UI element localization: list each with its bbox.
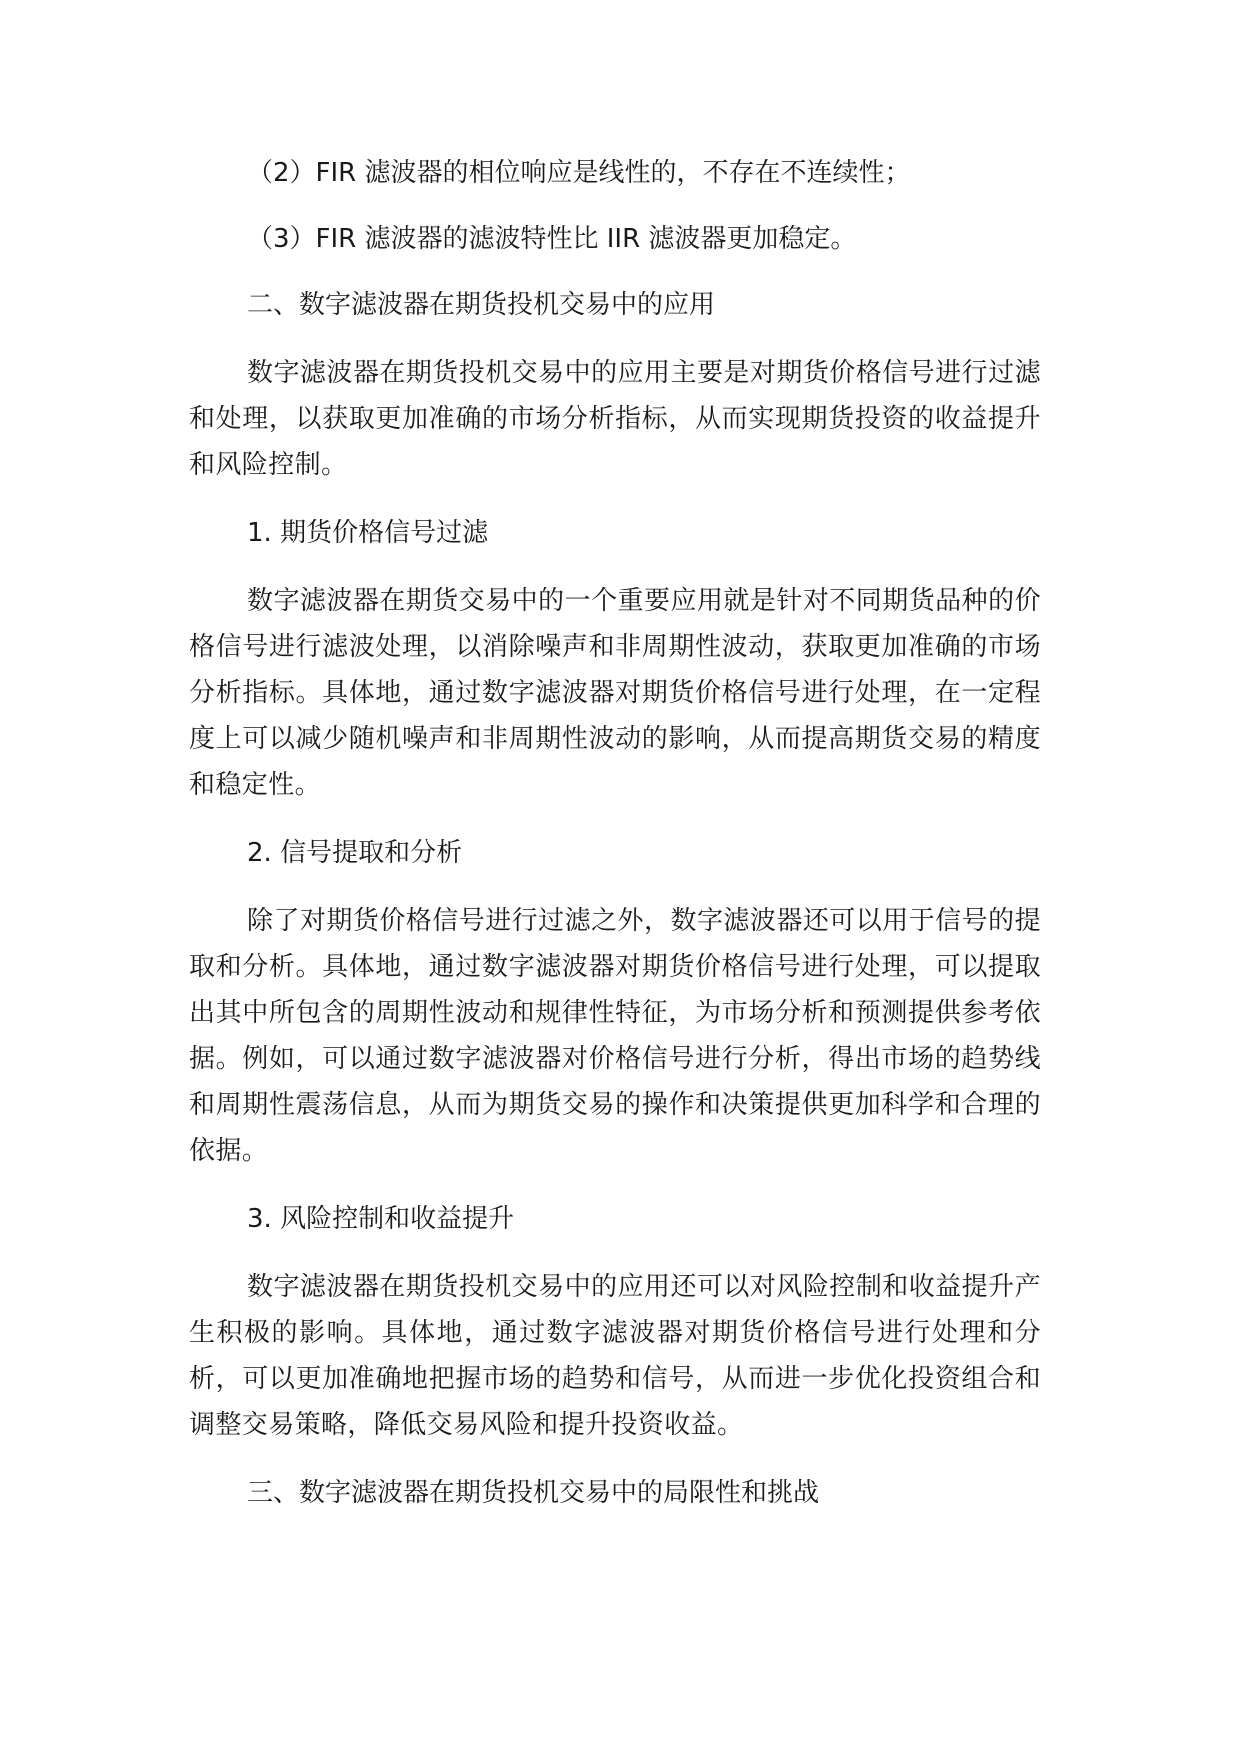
paragraph: 数字滤波器在期货投机交易中的应用主要是对期货价格信号进行过滤和处理，以获取更加准确的市场分析指标，从而实现期货投资的收益提升和风险控制。 [189, 358, 1041, 480]
document-body [189, 150, 1041, 1516]
paragraph: 除了对期货价格信号进行过滤之外，数字滤波器还可以用于信号的提取和分析。具体地，通过数字滤波器对期货价格信号进行处理，可以提取出其中所包含的周期性波动和规律性特征，为市场分析和预测提供参考依据。例如，可以通过数字滤波器对价格信号进行分析，得出市场的趋势线和周期性震荡信息，从而为期货交易的操作和决策提供更加科学和合理的依据。 [189, 906, 1041, 1166]
paragraph: 数字滤波器在期货投机交易中的应用还可以对风险控制和收益提升产生积极的影响。具体地，通过数字滤波器对期货价格信号进行处理和分析，可以更加准确地把握市场的趋势和信号，从而进一步优化投资组合和调整交易策略，降低交易风险和提升投资收益。 [189, 1272, 1041, 1440]
section-heading: 二、数字滤波器在期货投机交易中的应用 [247, 290, 716, 320]
subsection-heading: 2. 信号提取和分析 [247, 838, 463, 868]
list-item: （3）FIR 滤波器的滤波特性比 IIR 滤波器更加稳定。 [247, 224, 857, 254]
subsection-heading: 1. 期货价格信号过滤 [247, 518, 489, 548]
list-item: （2）FIR 滤波器的相位响应是线性的，不存在不连续性； [247, 158, 911, 188]
section-heading: 三、数字滤波器在期货投机交易中的局限性和挑战 [247, 1478, 820, 1508]
subsection-heading: 3. 风险控制和收益提升 [247, 1204, 515, 1234]
paragraph: 数字滤波器在期货交易中的一个重要应用就是针对不同期货品种的价格信号进行滤波处理，以消除噪声和非周期性波动，获取更加准确的市场分析指标。具体地，通过数字滤波器对期货价格信号进行处理，在一定程度上可以减少随机噪声和非周期性波动的影响，从而提高期货交易的精度和稳定性。 [189, 586, 1041, 800]
